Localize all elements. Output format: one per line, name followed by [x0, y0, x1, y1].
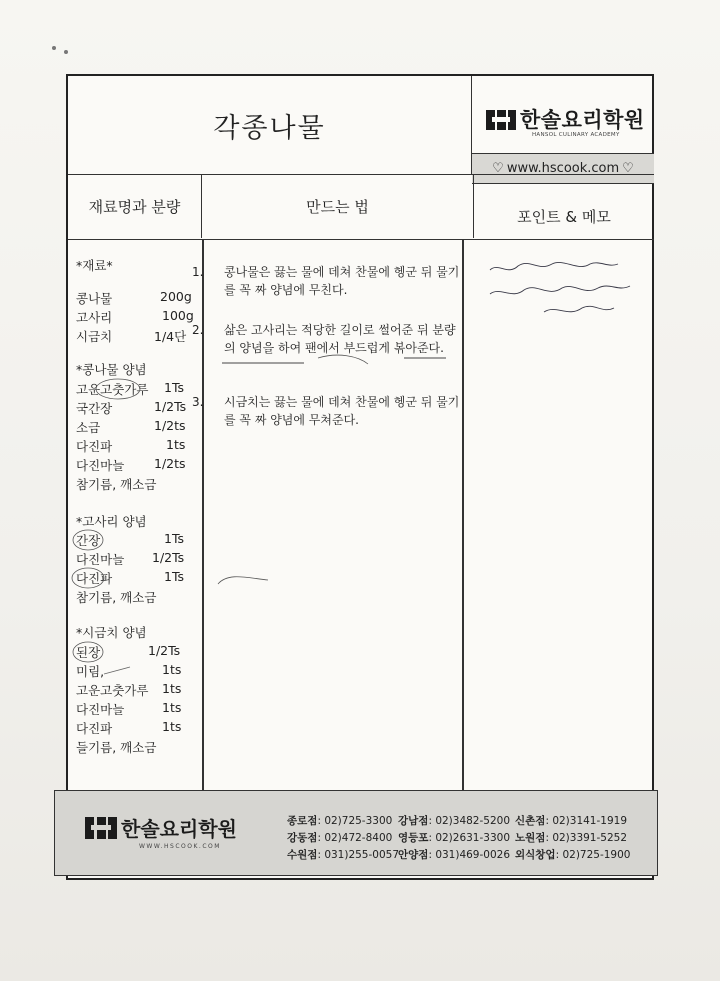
- branch-name: 강동점: [287, 832, 318, 844]
- ingredient-name: 고사리: [76, 310, 113, 325]
- ingredient-amount: 1/2Ts: [152, 550, 185, 565]
- ingredient-amount: 1Ts: [164, 531, 185, 546]
- branch-contact: [515, 813, 627, 828]
- academy-logo-icon: [85, 815, 117, 841]
- branch-phone: : 02)3141-1919: [545, 815, 628, 827]
- branch-phone: : 02)725-3300: [317, 815, 393, 827]
- ingredient-name: 다진파: [76, 439, 113, 454]
- step-body: 삶은 고사리는 적당한 길이로 썰어준 뒤 분량의 양념을 하여 팬에서 부드럽게 볶아준다.: [224, 323, 456, 355]
- branch-contact: [515, 830, 627, 845]
- branch-contact: [398, 813, 510, 828]
- footer-website: WWW.HSCOOK.COM: [139, 843, 221, 850]
- title-cell: [68, 76, 472, 174]
- branch-phone: : 02)472-8400: [317, 832, 393, 844]
- ingredient-amount: 1ts: [162, 700, 182, 715]
- step-body: 콩나물은 끓는 물에 데쳐 찬물에 헹군 뒤 물기를 꼭 짜 양념에 무친다.: [224, 265, 460, 297]
- branch-contact: [398, 847, 510, 862]
- memo-header: 포인트 & 메모: [517, 208, 611, 226]
- step-number: 3.: [192, 395, 204, 409]
- section-title: *고사리 양념: [76, 514, 147, 529]
- section-title: *콩나물 양념: [76, 362, 147, 377]
- branch-contact: [287, 847, 399, 862]
- branch-phone: : 02)725-1900: [555, 849, 631, 861]
- academy-logo-icon: [486, 108, 516, 132]
- branch-name: 신촌점: [515, 815, 546, 827]
- ingredient-name: 된장: [76, 645, 101, 660]
- ingredient-amount: 1Ts: [164, 569, 185, 584]
- ingredient-name: 다진마늘: [76, 702, 125, 717]
- branch-phone: : 031)469-0026: [428, 849, 511, 861]
- ingredient-name: 고운고춧가루: [76, 382, 149, 397]
- brand-block: [472, 76, 654, 154]
- ingredient-amount: 200g: [160, 289, 192, 304]
- ingredient-amount: 1/2ts: [154, 418, 186, 433]
- ingredient-amount: 1ts: [162, 719, 182, 734]
- brand-subtitle: HANSOL CULINARY ACADEMY: [532, 132, 620, 138]
- brand-name: 한솔요리학원: [520, 108, 645, 132]
- ingredient-amount: 1ts: [162, 681, 182, 696]
- branch-name: 종로점: [287, 815, 318, 827]
- branch-phone: : 02)3391-5252: [545, 832, 628, 844]
- branch-contact: [515, 847, 630, 862]
- ingredient-name: 소금: [76, 420, 101, 435]
- pencil-underline: [192, 242, 470, 662]
- ingredient-name: 참기름, 깨소금: [76, 590, 157, 605]
- ingredient-name: 다진파: [76, 721, 113, 736]
- recipe-frame: [66, 74, 654, 880]
- branch-name: 외식창업: [515, 849, 556, 861]
- ingredient-amount: 1ts: [166, 437, 186, 452]
- ingredient-name: 참기름, 깨소금: [76, 477, 157, 492]
- ingredient-name: 다진파: [76, 571, 113, 586]
- ingredient-name: 들기름, 깨소금: [76, 740, 157, 755]
- ingredient-amount: 1/2Ts: [148, 643, 181, 658]
- branch-contact: [287, 830, 392, 845]
- column-header-row: [68, 174, 654, 240]
- ingredient-amount: 1Ts: [164, 380, 185, 395]
- ingredient-amount: 1/2ts: [154, 456, 186, 471]
- step-number: 1.: [192, 265, 204, 279]
- branch-contact: [287, 813, 392, 828]
- ingredient-name: 시금치: [76, 329, 113, 344]
- section-title: *시금치 양념: [76, 625, 147, 640]
- step-body: 시금치는 끓는 물에 데쳐 찬물에 헹군 뒤 물기를 꼭 짜 양념에 무쳐준다.: [224, 395, 460, 427]
- branch-phone: : 02)2631-3300: [428, 832, 511, 844]
- speck: [64, 50, 68, 54]
- heart-icon: ♡: [622, 161, 634, 176]
- ingredient-amount: 100g: [162, 308, 194, 323]
- footer-brand-name: 한솔요리학원: [121, 817, 237, 841]
- ingredients-list: [68, 242, 202, 792]
- branch-contact: [398, 830, 510, 845]
- branch-phone: : 031)255-0057: [317, 849, 400, 861]
- ingredient-name: 고운고춧가루: [76, 683, 149, 698]
- branch-name: 안양점: [398, 849, 429, 861]
- ingredient-amount: 1/4단: [154, 329, 187, 344]
- ingredient-amount: 1ts: [162, 662, 182, 677]
- pencil-marks: [68, 242, 202, 792]
- step-number: 2.: [192, 323, 204, 337]
- footer-bar: [54, 790, 658, 876]
- ingredient-name: 다진마늘: [76, 552, 125, 567]
- method-header: 만드는 법: [202, 175, 474, 238]
- ingredients-header: 재료명과 분량: [68, 175, 202, 238]
- ingredient-name: 국간장: [76, 401, 113, 416]
- ingredient-name: 다진마늘: [76, 458, 125, 473]
- ingredient-name: 간장: [76, 533, 101, 548]
- branch-name: 노원점: [515, 832, 546, 844]
- heart-icon: ♡: [492, 161, 504, 176]
- branch-name: 영등포: [398, 832, 429, 844]
- branch-phone: : 02)3482-5200: [428, 815, 511, 827]
- branch-name: 수원점: [287, 849, 318, 861]
- ingredient-amount: 1/2Ts: [154, 399, 187, 414]
- handwritten-memo: [478, 242, 648, 362]
- page-title: 각종나물: [213, 112, 326, 144]
- speck: [52, 46, 56, 50]
- website-url: www.hscook.com: [506, 161, 620, 176]
- ingredient-name: 콩나물: [76, 291, 113, 306]
- section-title: *재료*: [76, 258, 113, 273]
- ingredient-name: 미림,: [76, 664, 105, 679]
- branch-name: 강남점: [398, 815, 429, 827]
